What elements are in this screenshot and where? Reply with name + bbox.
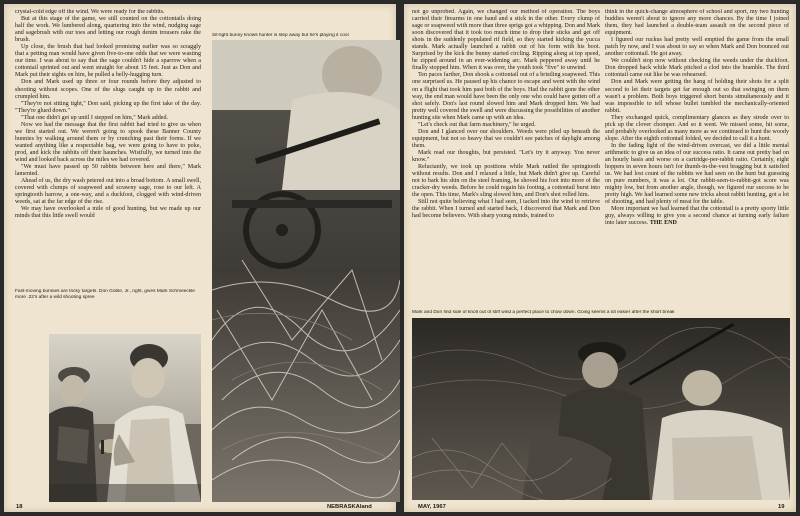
- paragraph: We may have overlooked a mile of good hunting, but we made up our minds that this little swell would: [15, 206, 201, 220]
- right-page-column-2: [605, 9, 789, 309]
- photo-hunters-reloading-image: [49, 334, 201, 502]
- left-page-column-1: [15, 9, 201, 277]
- paragraph: I figured our ruckus had pretty well emptied the game from the small patch by now, and I was about to say so when Mark and Don bounced out another cottontail. He got away.: [605, 37, 789, 58]
- photo-hunters-resting: [412, 318, 790, 500]
- paragraph: "They're not sitting tight," Don said, picking up the first take of the day. "They're glued down.": [15, 100, 201, 114]
- paragraph: Mark read our thoughts, but persisted. "Let's try it anyway. You never know.": [412, 149, 600, 163]
- paragraph: But at this stage of the game, we still counted on the cottontails doing half the work. We lumbered along, quartering into the wind, nudging sage and sagebrush with our toes and letting our rough denim trousers rake the brush.: [15, 16, 201, 44]
- paragraph: "Let's check out that farm machinery," he urged.: [418, 121, 536, 128]
- paragraph-text: More important we had learned that the cottontail is a pretty sporty little guy, always willing to give you a second chance at turning early failure into later success.: [605, 206, 789, 227]
- photo-hunter-in-weeds-image: [212, 40, 400, 502]
- paragraph: "That one didn't get up until I stepped on him," Mark added.: [21, 114, 169, 121]
- right-page-column-1: [412, 9, 600, 309]
- paragraph: We couldn't stop now without checking the weeds under the duckfoot. Don dropped back while Mark pitched a clod into the bramble. The third cottontail came out like he was rehearsed.: [605, 58, 789, 79]
- paragraph: Still not quite believing what I had seen, I tacked into the wind to retrieve the rabbit. When I turned and started back, I discovered that Mark and Don had become believers. With sharp young minds, trained to: [412, 199, 600, 220]
- paragraph: think in the quick-change atmosphere of school and sport, my two hunting buddies weren't about to ignore any more chances. By the time I joined them, they had launched a double-team assault on the second piece of equipment.: [605, 9, 789, 37]
- caption-fast-moving-bunnies: Fast-moving bunnies are tricky targets. Don Goble, Jr., right, gives Mark Schmeeckle more .22's after a wild shooting spree: [15, 289, 195, 300]
- paragraph: [605, 206, 789, 227]
- paragraph: crystal-cold edge off the wind. We were ready for the rabbits.: [15, 9, 165, 15]
- paragraph: Up close, the brush that had looked promising earlier was so scraggly that a petting man would have given five-to-one odds that we were wasting our time. I was about to say that the sage couldn't hide a sparrow when a cottontail sprinted out and went straight for about 15 feet. Just as Don and Mark put their sights on him, he pulled a belly-hugging turn.: [15, 44, 201, 79]
- folio-magazine-title: NEBRASKAland: [327, 504, 372, 510]
- photo-hunter-in-weeds: [212, 40, 400, 502]
- right-page: [404, 4, 796, 512]
- paragraph: Ahead of us, the dry wash petered out into a broad bottom. A small swell, covered with clumps of soapweed and scrawny sage, rose to our left. A springtooth harrow, a one-way, and a duckfoot, clogged with wind-driven weeds, sat at the far edge of the rise.: [15, 178, 201, 206]
- paragraph: In the fading light of the wind-driven overcast, we did a little mental arithmetic to give us an idea of our success ratio. It came out pretty bad on an hourly basis and worse on a cartridge-per-rabbit ratio. Certainly, eight hoppers in seven hours isn't for thumb-in-the-vest bragging but it satisfied us. We had lost count of the rabbits we had seen on the hunt but guessing on pure numbers, it was a lot. Our rabbit-seen-to-rabbit-got score was mighty low, but from another angle, though, we figured our success to be pretty high. We had learned some new tricks about rabbit hunting, got a lot of shooting, and had plenty of meat for the table.: [605, 142, 789, 206]
- paragraph: Don and I glanced over our shoulders. Weeds were piled up beneath the equipment, but not so heavy that we couldn't see patches of daylight among them.: [412, 128, 600, 149]
- paragraph: They exchanged quick, complimentary glances as they strode over to pick up the clover chomper. And so it went. We missed some, hit some, and probably overlooked as many more as we continued to hunt the woody slope. After the eighth cottontail folded, we decided to call it a hunt.: [605, 114, 789, 142]
- paragraph: Don and Mark used up three or four rounds before they adjusted to shooting without scopes. One of the slugs caught up to the rabbit and crumpled him.: [15, 79, 201, 100]
- caption-sit-tight-bunny: Sit-tight bunny knows hunter is step away but he's playing it cool: [212, 33, 349, 38]
- folio-page-number: 18: [16, 504, 23, 510]
- paragraph: not go unprobed. Again, we changed our method of operation. The boys carried their firearms in one hand and a stick in the other. Every clump of sage or soapweed with more than three sprigs got a whipping. Don and Mark soon discovered that it took too much time to drop their sticks and get off shots in the suddenly populated rif field, so they started kicking the yucca stands. Mark actually launched a rabbit out of his form with his boot. Surprised by the kick the bunny started circling. Ripping along at top speed, he zipped around in an ever-widening arc. Mark peppered away until he finally stopped him. When it was over, the youth took "five" to unwind.: [412, 9, 600, 72]
- paragraph: Reluctantly, we took up positions while Mark rattled the springtooth without results. Don and I relaxed a little, but Mark didn't give up. Careful not to bark his shin on the steel framing, he shoved his foot into more of the cracker-dry weeds. Before he could regain his footing, a cottontail burst into the open. This time, Mark's sling slowed him, and Don's shot rolled him.: [412, 164, 600, 199]
- paragraph: Don and Mark were getting the hang of holding their shots for a split second to let their targets get far enough out so that swinging on them wasn't a problem. Both boys triggered short bursts simultaneously and it was impossible to tell whose bullet tumbled the mechanically-oriented rabbit.: [605, 79, 789, 114]
- photo-hunters-resting-image: [412, 318, 790, 500]
- folio-page-number: 19: [778, 504, 785, 510]
- end-mark: THE END: [649, 220, 677, 227]
- caption-chow-down: Mark and Don find side of knoll out of stiff wind a perfect place to chow down. Going seems a lot easier after the short break: [412, 310, 675, 315]
- folio-date: MAY, 1967: [418, 504, 446, 510]
- paragraph: "We must have passed up 50 rabbits between here and there," Mark lamented.: [15, 164, 201, 178]
- paragraph: Ten paces farther, Don shook a cottontail out of a bristling soapweed. This one surprised us. He paused up his chance to escape and went with the wind on a flight that took him past both of the boys. Had the rabbit gone the other way, the end man would have been the only one who could have gotten off a shot safely. Don's last round slowed him and Mark dropped him. We had pretty well covered the swell and were discussing the possibilities of another hunting site when Mark came up with an idea.: [412, 72, 600, 121]
- paragraph: Now we had the message that the first rabbit had tried to give us when we first started out. We weren't going to spook these Banner County bunnies by walking around them or by crunching past their forms. If we wanted anything like a respectable bag, we were going to have to poke, prod, and kick the rabbits off their haunches. Wistfully, we turned into the wind and looked back across the miles we had covered.: [15, 121, 201, 163]
- photo-hunters-reloading: [49, 334, 201, 502]
